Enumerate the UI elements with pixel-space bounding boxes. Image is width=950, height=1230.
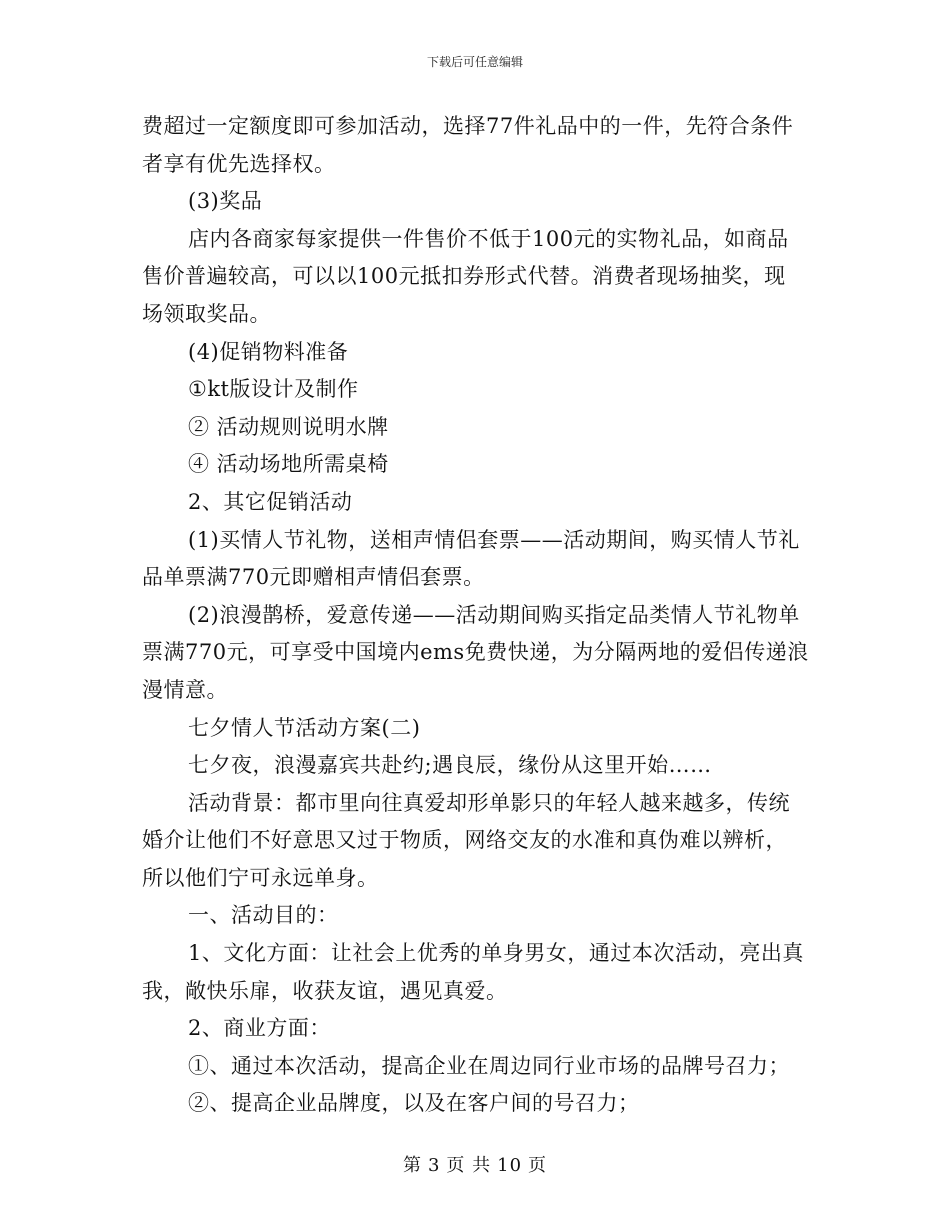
body-line: (1)买情人节礼物，送相声情侣套票——活动期间，购买情人节礼 <box>188 527 800 552</box>
body-line: 婚介让他们不好意思又过于物质，网络交友的水准和真伪难以辨析， <box>142 828 787 853</box>
footer-prefix: 第 <box>402 1155 422 1176</box>
body-line: (4)促销物料准备 <box>188 339 349 364</box>
body-line: 2、其它促销活动 <box>188 489 353 514</box>
section-heading: 七夕情人节活动方案(二) <box>188 715 421 740</box>
body-line: 活动背景：都市里向往真爱却形单影只的年轻人越来越多，传统 <box>188 790 790 815</box>
page-header: 下载后可任意编辑 <box>426 55 523 69</box>
body-line: ①、通过本次活动，提高企业在周边同行业市场的品牌号召力； <box>188 1053 790 1078</box>
body-line: 费超过一定额度即可参加活动，选择77件礼品中的一件，先符合条件 <box>142 114 794 138</box>
footer-suffix: 页 <box>528 1155 548 1176</box>
body-line: 1、文化方面：让社会上优秀的单身男女，通过本次活动，亮出真 <box>188 941 804 966</box>
body-line: 场领取奖品。 <box>142 301 271 326</box>
body-line: 售价普遍较高，可以以100元抵扣券形式代替。消费者现场抽奖，现 <box>142 264 786 289</box>
body-line: 2、商业方面： <box>188 1016 331 1041</box>
body-line: 者享有优先选择权。 <box>142 151 336 176</box>
body-line: (3)奖品 <box>188 189 263 214</box>
body-line: 票满770元，可享受中国境内ems免费快递，为分隔两地的爱侣传递浪 <box>142 640 809 665</box>
body-line: 店内各商家每家提供一件售价不低于100元的实物礼品，如商品 <box>188 226 789 251</box>
body-line: ② 活动规则说明水牌 <box>188 414 389 439</box>
footer-middle: 页 共 <box>446 1155 492 1176</box>
current-page-number: 3 <box>427 1155 441 1176</box>
body-line: 我，敞快乐扉，收获友谊，遇见真爱。 <box>142 978 508 1003</box>
body-line: 所以他们宁可永远单身。 <box>142 865 379 890</box>
page-footer <box>0 1154 950 1178</box>
body-line: (2)浪漫鹊桥，爱意传递——活动期间购买指定品类情人节礼物单 <box>188 602 800 627</box>
body-line: ①kt版设计及制作 <box>188 377 359 402</box>
document-body <box>142 108 814 1123</box>
body-line: 一、活动目的： <box>188 903 339 928</box>
body-line: 漫情意。 <box>142 677 228 702</box>
body-line: 七夕夜，浪漫嘉宾共赴约;遇良辰，缘份从这里开始…… <box>188 753 712 778</box>
body-line: ④ 活动场地所需桌椅 <box>188 452 389 477</box>
total-page-count: 10 <box>497 1155 523 1176</box>
body-line: 品单票满770元即赠相声情侣套票。 <box>142 565 485 590</box>
body-line: ②、提高企业品牌度，以及在客户间的号召力； <box>188 1091 640 1116</box>
